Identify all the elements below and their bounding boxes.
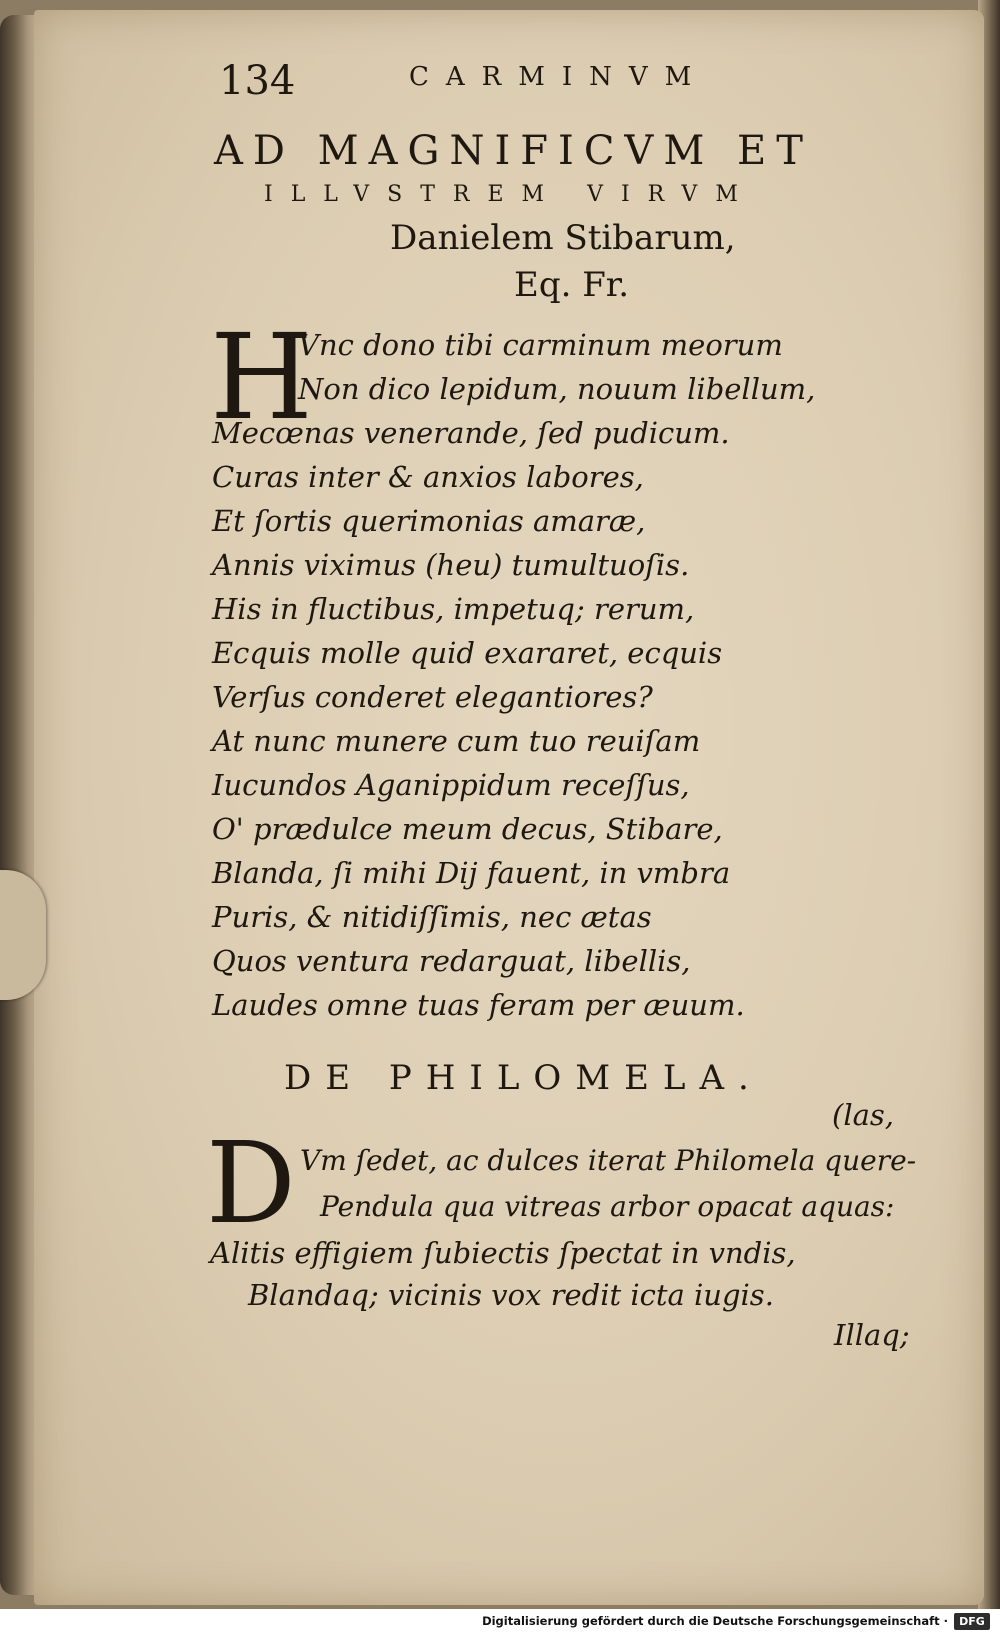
verse-line: Verſus conderet elegantiores? [212,680,653,714]
verse-line: Laudes omne tuas feram per æuum. [212,988,745,1022]
section-title-de-philomela: DE PHILOMELA. [284,1058,763,1098]
poem-title-line-3: Danielem Stibarum, [390,218,736,258]
verse-line: Et ſortis querimonias amaræ, [212,504,646,538]
drop-capital-h: H [210,308,313,446]
book-page [34,10,984,1605]
verse-line: Blandaq; vicinis vox redit icta iugis. [248,1278,774,1312]
page-tab-marker [0,870,46,1000]
verse-line: His in fluctibus, impetuq; rerum, [212,592,695,626]
verse-line: Ecquis molle quid exararet, ecquis [212,636,723,670]
verse-line: Vm ſedet, ac dulces iterat Philomela quere- [300,1144,917,1177]
line-continuation: (las, [832,1098,894,1132]
verse-line: Non dico lepidum, nouum libellum, [298,372,816,406]
catchword: Illaq; [834,1318,910,1352]
verse-line: Puris, & nitidiſſimis, nec ætas [212,900,652,934]
verse-line: Vnc dono tibi carminum meorum [298,328,783,362]
verse-line: O' prædulce meum decus, Stibare, [212,812,723,846]
poem-title-line-1: AD MAGNIFICVM ET [214,128,813,174]
drop-capital-d: D [206,1119,296,1249]
running-head: CARMINVM [409,62,709,92]
verse-line: Blanda, ſi mihi Dij fauent, in vmbra [212,856,731,890]
verse-line: Curas inter & anxios labores, [212,460,644,494]
verse-line: At nunc munere cum tuo reuiſam [212,724,701,758]
page-number: 134 [219,58,296,104]
poem-title-line-2: ILLVSTREM VIRVM [264,182,756,207]
footer-credit: Digitalisierung gefördert durch die Deutsche Forschungsgemeinschaft · [482,1614,948,1628]
verse-line: Mecœnas venerande, ſed pudicum. [212,416,730,450]
dfg-logo: DFG [954,1613,990,1630]
verse-line: Alitis effigiem ſubiectis ſpectat in vndis, [210,1236,796,1270]
footer-bar [0,1609,1000,1635]
verse-line: Annis viximus (heu) tumultuoſis. [212,548,690,582]
poem-title-line-4: Eq. Fr. [514,265,630,305]
verse-line: Iucundos Aganippidum receſſus, [212,768,690,802]
verse-line: Quos ventura redarguat, libellis, [212,944,691,978]
verse-line: Pendula qua vitreas arbor opacat aquas: [320,1190,895,1223]
